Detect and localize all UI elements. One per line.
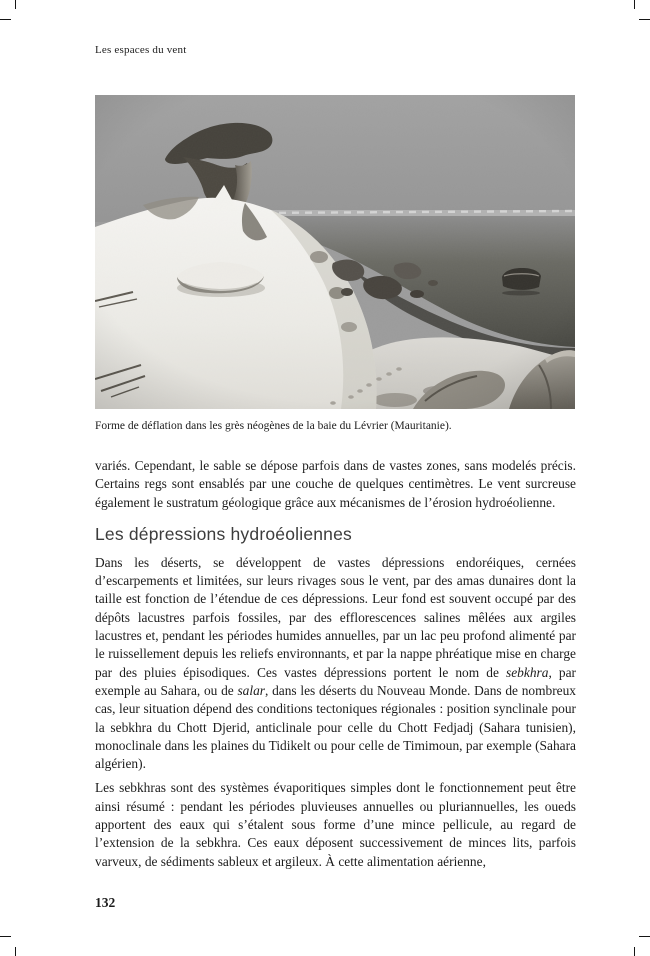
film-grain <box>95 95 575 409</box>
photo-illustration <box>95 95 575 409</box>
crop-mark-bottom-right-horizontal <box>639 936 650 937</box>
paragraph-3: Les sebkhras sont des systèmes évaporitiques simples dont le fonctionnement peut être ainsi résumé : pendant les périodes pluvieuses annuelles ou pluriannuelles, les oueds apportent des eaux qui s’étalent sous forme d’une mince pellicule, au regard de l’extension de la sebkhra. Ces eaux déposent successivement de minces lits, parfois varveux, de sédiments sableux et argileux. À cette alimentation aérienne, <box>95 780 576 869</box>
figure-caption: Forme de déflation dans les grès néogènes de la baie du Lévrier (Mauritanie). <box>95 420 452 432</box>
running-header: Les espaces du vent <box>95 44 187 56</box>
crop-mark-bottom-right-vertical <box>634 947 635 956</box>
text-column <box>95 44 576 871</box>
section-heading: Les dépressions hydroéoliennes <box>95 523 352 544</box>
crop-mark-top-left-vertical <box>15 0 16 9</box>
crop-mark-bottom-left-horizontal <box>0 936 11 937</box>
paragraph-2: Dans les déserts, se développent de vastes dépressions endoréiques, cernées d’escarpements et limitées, sur leurs rivages sous le vent, par des amas dunaires dont la taille est fonction de l’étendue de ces dépressions. Leur fond est souvent occupé par des dépôts lacustres parfois fossiles, par des efflorescences salines mêlées aux argiles lacustres et, pendant les périodes humides annuelles, par un lac peu profond alimenté par le ruissellement depuis les reliefs environnants, et par la nappe phréatique mise en charge par des pluies épisodiques. Ces vastes dépressions portent le nom de sebkhra, par exemple au Sahara, ou de salar, dans les déserts du Nouveau Monde. Dans de nombreux cas, leur situation dépend des conditions tectoniques régionales : position synclinale pour la sebkhra du Chott Djerid, anticlinale pour celle du Chott Fedjadj (Sahara tunisien), monoclinale dans les plaines du Tidikelt ou pour celle de Timimoun, par exemple (Sahara algérien). <box>95 554 577 772</box>
crop-mark-top-right-vertical <box>634 0 635 9</box>
crop-mark-bottom-left-vertical <box>15 947 16 956</box>
page-number: 132 <box>95 895 116 910</box>
crop-mark-top-left-horizontal <box>0 19 11 20</box>
figure-photo <box>95 95 575 409</box>
figure <box>95 95 576 433</box>
paragraph-1: variés. Cependant, le sable se dépose parfois dans de vastes zones, sans modelés précis. Certains regs sont ensablés par une couche de quelques centimètres. Le vent surcreuse également le sustratum géologique grâce aux mécanismes de l’érosion hydroéolienne. <box>95 458 576 510</box>
crop-mark-top-right-horizontal <box>639 19 650 20</box>
